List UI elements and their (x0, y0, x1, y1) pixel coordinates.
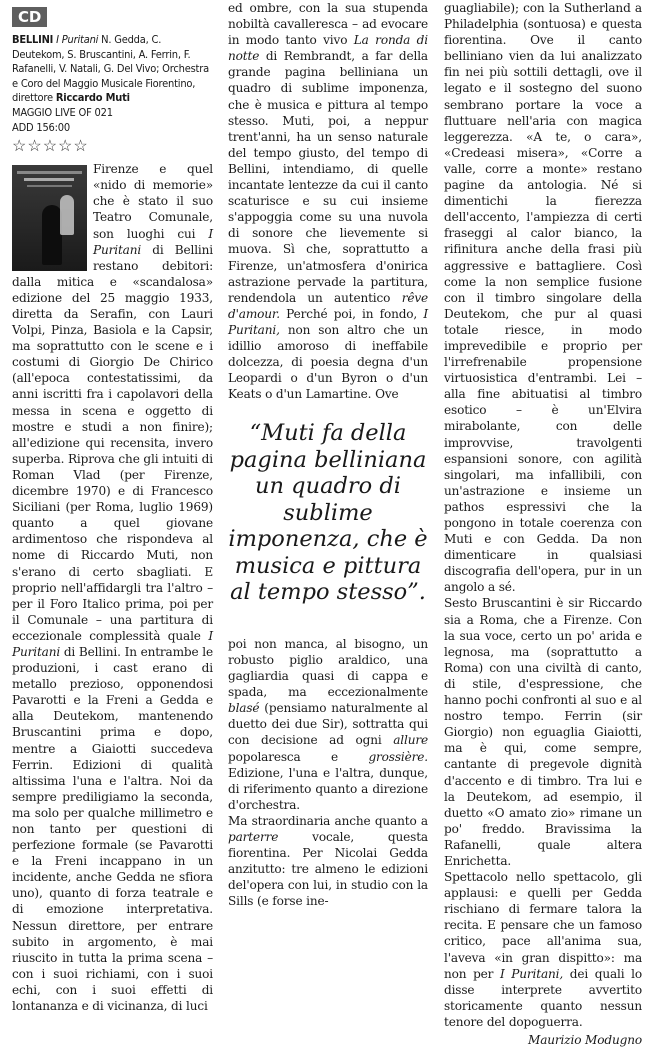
body-paragraph: Sesto Bruscantini è sir Riccardo sia a Roma, che a Firenze. Con la sua voce, certo un po' arida e legnosa, ma (soprattutto a Roma) con una civiltà di canto, di stile, d'espressione, che hanno pochi confronti al suo e al nostro tempo. Ferrin (sir Giorgio) non eguaglia Giaiotti, ma è qui, come sempre, cantante di pregevole dignità d'accento e di timbro. Tra lui e la Deutekom, ad esempio, il duetto «O amato zio» rimane un po' freddo. Bravissima la Rafanelli, quale altera Enrichetta. (444, 596, 642, 868)
column-1 (12, 0, 213, 1014)
work-title: I Puritani (56, 33, 99, 46)
pull-quote: “Muti fa della pagina belliniana un quadro di sublime imponenza, che è musica e pittura al tempo stesso”. (228, 420, 428, 606)
record-label: MAGGIO LIVE OF 021 (12, 105, 113, 119)
column-3 (444, 0, 642, 1048)
cover-figure-light (60, 195, 74, 235)
rating-stars: ☆☆☆☆☆ (12, 136, 89, 156)
body-paragraph: guagliabile); con la Sutherland a Philadelphia (sontuosa) e questa fiorentina. Ove il canto belliniano vien da lui analizzato fin nei più sottili dettagli, ove il legato e il sostegno del suono sembrano portare la voce a fluttuare nell'aria con magica leggerezza. «A te, o cara», «Credeasi misera», «Corre a valle, corre a monte» restano pagine da antologia. Né si dimentichi la fierezza dell'accento, l'ampiezza di certi fraseggi al calor bianco, la rifinitura anche della frasi più aggressive e battagliere. Così come la non semplice fusione con il timbro singolare della Deutekom, che pur al quasi totale riesce, in modo imprevedibile e proprio per l'irrefrenabile propensione virtuosistica d'entrambi. Lei – alla fine abituatisi al timbro esotico – è un'Elvira mirabolante, con delle improvvise, travolgenti espansioni sonore, con agilità singolari, ma infallibili, con un'astrazione e insieme un pathos espressivi che la pongono in totale coerenza con Muti e con Gedda. Da non dimenticare in qualsiasi discografia dell'opera, pur in un angolo a sé. (444, 1, 642, 595)
cover-caption-bar (27, 185, 72, 187)
body-paragraph: Firenze e quel «nido di memorie» che è stato il suo Teatro Comunale, son luoghi cui I Puritani di Bellini restano debitori: dalla mitica e «scandalosa» edizione del 25 maggio 1933, diretta da Serafin, con Lauri Volpi, Pinza, Basiola e la Capsir, ma soprattutto con le scene e i costumi di Giorgio De Chirico (all'epoca contestatissimi, da anni iscritti fra i capolavori della messa in scena e oggetto di mostre e studi a non finire); all'edizione qui recensita, invero superba. Riprova che gli intuiti di Roman Vlad (per Firenze, dicembre 1970) e di Francesco Siciliani (per Roma, luglio 1969) quanto a quel giovane ardimentoso che rispondeva al nome di Riccardo Muti, non s'erano di certo sbagliati. E proprio nell'affidargli tra l'altro – per il Foro Italico prima, poi per il Comunale – una partitura di eccezionale complessità quale I Puritani di Bellini. In entrambe le produzioni, i cast erano di metallo prezioso, opponendosi Pavarotti e la Freni a Gedda e alla Deutekom, mantenendo Bruscantini prima e dopo, mentre a Giaiotti succedeva Ferrin. Edizioni di qualità altissima l'una e l'altra. Noi da sempre prediligiamo la seconda, ma solo per qualche millimetro e non tanto per questioni di perfezione formale (se Pavarotti e la Freni incappano in un incidente, anche Gedda ne sfiora uno), quanto di forza teatrale e di emozione interpretativa. Nessun direttore, per entrare subito in argomento, è mai riuscito in tutta la prima scena – con i suoi richiami, con i suoi echi, con i suoi effetti di lontananza e di vicinanza, di luci (12, 162, 213, 1014)
composer: BELLINI (12, 33, 54, 46)
column-2 (228, 0, 428, 909)
cover-subtitle-bar (24, 178, 74, 181)
cover-figure-dark (42, 205, 62, 265)
body-paragraph: ed ombre, con la sua stupenda nobiltà cavalleresca – ad evocare in modo tanto vivo La ronda di notte di Rembrandt, a far della grande pagina belliniana un quadro di sublime imponenza, che è musica e pittura al tempo stesso. Muti, poi, a neppur trent'anni, ha un senso naturale del tempo giusto, del tempo di Bellini, intendiamo, di quelle incantate lentezze da cui il canto scaturisce e su cui insieme s'appoggia come su una nuvola di sonore che lievemente si muova. Sì che, soprattutto a Firenze, un'atmosfera d'onirica astrazione pervade la partitura, rendendola un autentico rêve d'amour. Perché poi, in fondo, I Puritani, non son altro che un idillio amoroso di ineffabile dolcezza, di poesia degna d'un Leopardi o d'un Byron o d'un Keats o d'un Lamartine. Ove (228, 1, 429, 402)
album-credits (12, 33, 213, 135)
body-paragraph: Spettacolo nello spettacolo, gli applausi: e quelli per Gedda rischiano di fermare talora la recita. E pensare che un famoso critico, pace all'anima sua, l'aveva «in gran dispitto»: ma non per I Puritani, dei quali lo disse interprete avvertito storicamente quanto nessun tenore del dopoguerra. (444, 870, 642, 1029)
body-paragraph: poi non manca, al bisogno, un robusto piglio araldico, una gagliardia quasi di cappa e spada, ma eccezionalmente blasé (pensiamo naturalmente al duetto dei due Sir), sottratta qui con decisione ad ogni allure popolaresca e grossière. Edizione, l'una e l'altra, dunque, di riferimento quanto a direzione d'orchestra. (228, 636, 428, 812)
cover-title-bar (17, 171, 82, 174)
cd-badge: CD (12, 7, 47, 27)
author-signature: Maurizio Modugno (527, 1033, 642, 1047)
conductor: Riccardo Muti (55, 91, 130, 105)
performers: N. Gedda, C. Deutekom, S. Bruscantini, A. Ferrin, F. Rafanelli, V. Natali, G. Del Vivo; Orchestra e Coro del Maggio Musicale Fiorentino, direttore (12, 33, 209, 105)
body-paragraph: Ma straordinaria anche quanto a parterre vocale, questa fiorentina. Per Nicolai Gedda anzitutto: tre almeno le edizioni del'opera con lui, in studio con la Sills (e forse ine- (228, 813, 428, 909)
add-duration: ADD 156:00 (12, 120, 70, 134)
album-cover (12, 165, 87, 271)
